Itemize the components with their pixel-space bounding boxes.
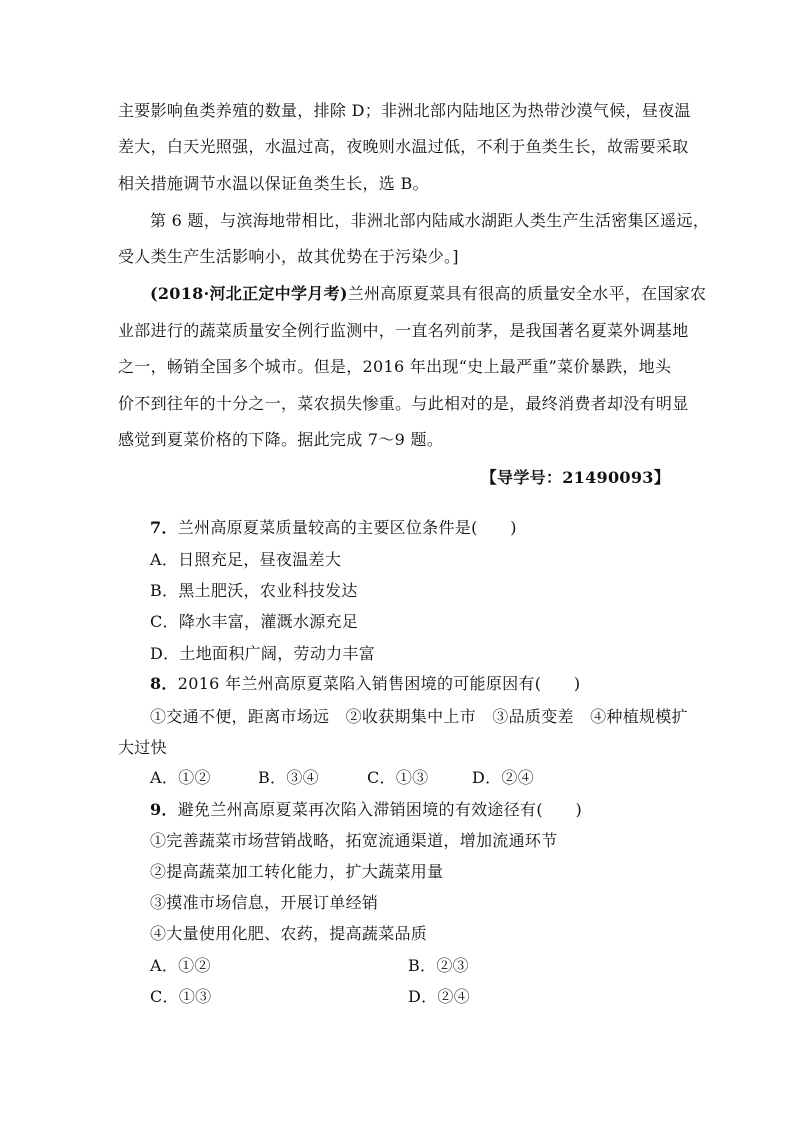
- q9-item-2: ②提高蔬菜加工转化能力，扩大蔬菜用量: [150, 862, 444, 881]
- explanation-line-1: 主要影响鱼类养殖的数量，排除 D；非洲北部内陆地区为热带沙漠气候，昼夜温: [118, 101, 691, 120]
- q8-items-line-1: ①交通不便，距离市场远 ②收获期集中上市 ③品质变差 ④种植规模扩: [150, 707, 688, 726]
- q6-explanation-line-1: 第 6 题，与滨海地带相比，非洲北部内陆咸水湖距人类生产生活密集区遥远，: [150, 211, 710, 230]
- q9-stem-text: 避免兰州高原夏菜再次陷入滞销困境的有效途径有( ): [177, 800, 583, 819]
- explanation-line-3: 相关措施调节水温以保证鱼类生长，选 B。: [118, 174, 429, 193]
- q9-stem: [150, 799, 582, 821]
- q9-option-c: C．①③: [150, 987, 212, 1006]
- q7-option-b: B．黑土肥沃，农业科技发达: [150, 581, 358, 600]
- q7-option-c: C．降水丰富，灌溉水源充足: [150, 612, 359, 631]
- q8-option-b: B．③④: [258, 768, 319, 787]
- q7-stem: [150, 517, 517, 539]
- passage-source: (2018·河北正定中学月考): [150, 284, 348, 303]
- q9-item-4: ④大量使用化肥、农药，提高蔬菜品质: [150, 924, 428, 943]
- passage-line-5: 感觉到夏菜价格的下降。据此完成 7～9 题。: [118, 430, 444, 449]
- q8-option-c: C．①③: [367, 768, 429, 787]
- q8-items-line-2: 大过快: [118, 738, 167, 757]
- q9-option-b: B．②③: [408, 956, 469, 975]
- q9-item-3: ③摸准市场信息，开展订单经销: [150, 893, 379, 912]
- q8-stem: [150, 673, 580, 695]
- q8-stem-text: 2016 年兰州高原夏菜陷入销售困境的可能原因有( ): [177, 674, 581, 693]
- q7-option-a: A．日照充足，昼夜温差大: [150, 550, 342, 569]
- q8-number: 8．: [150, 674, 178, 693]
- guide-number: 【导学号：21490093】: [480, 468, 670, 487]
- q9-number: 9．: [150, 800, 178, 819]
- passage-line-3: 之一，畅销全国多个城市。但是，2016 年出现“史上最严重”菜价暴跌，地头: [118, 357, 672, 376]
- q9-option-a: A．①②: [150, 956, 211, 975]
- passage-line-1: [150, 283, 706, 305]
- q7-option-d: D．土地面积广阔，劳动力丰富: [150, 644, 376, 663]
- q8-option-d: D．②④: [472, 768, 535, 787]
- passage-line-1-text: 兰州高原夏菜具有很高的质量安全水平，在国家农: [347, 284, 707, 303]
- q7-number: 7．: [150, 518, 178, 537]
- q9-item-1: ①完善蔬菜市场营销战略，拓宽流通渠道，增加流通环节: [150, 831, 558, 850]
- q7-stem-text: 兰州高原夏菜质量较高的主要区位条件是( ): [177, 518, 517, 537]
- explanation-line-2: 差大，白天光照强，水温过高，夜晚则水温过低，不利于鱼类生长，故需要采取: [118, 137, 689, 156]
- passage-line-2: 业部进行的蔬菜质量安全例行监测中，一直名列前茅，是我国著名夏菜外调基地: [118, 321, 689, 340]
- q9-option-d: D．②④: [408, 987, 471, 1006]
- q6-explanation-line-2: 受人类生产生活影响小，故其优势在于污染少。]: [118, 247, 459, 266]
- passage-line-4: 价不到往年的十分之一，菜农损失惨重。与此相对的是，最终消费者却没有明显: [118, 394, 689, 413]
- q8-option-a: A．①②: [150, 768, 211, 787]
